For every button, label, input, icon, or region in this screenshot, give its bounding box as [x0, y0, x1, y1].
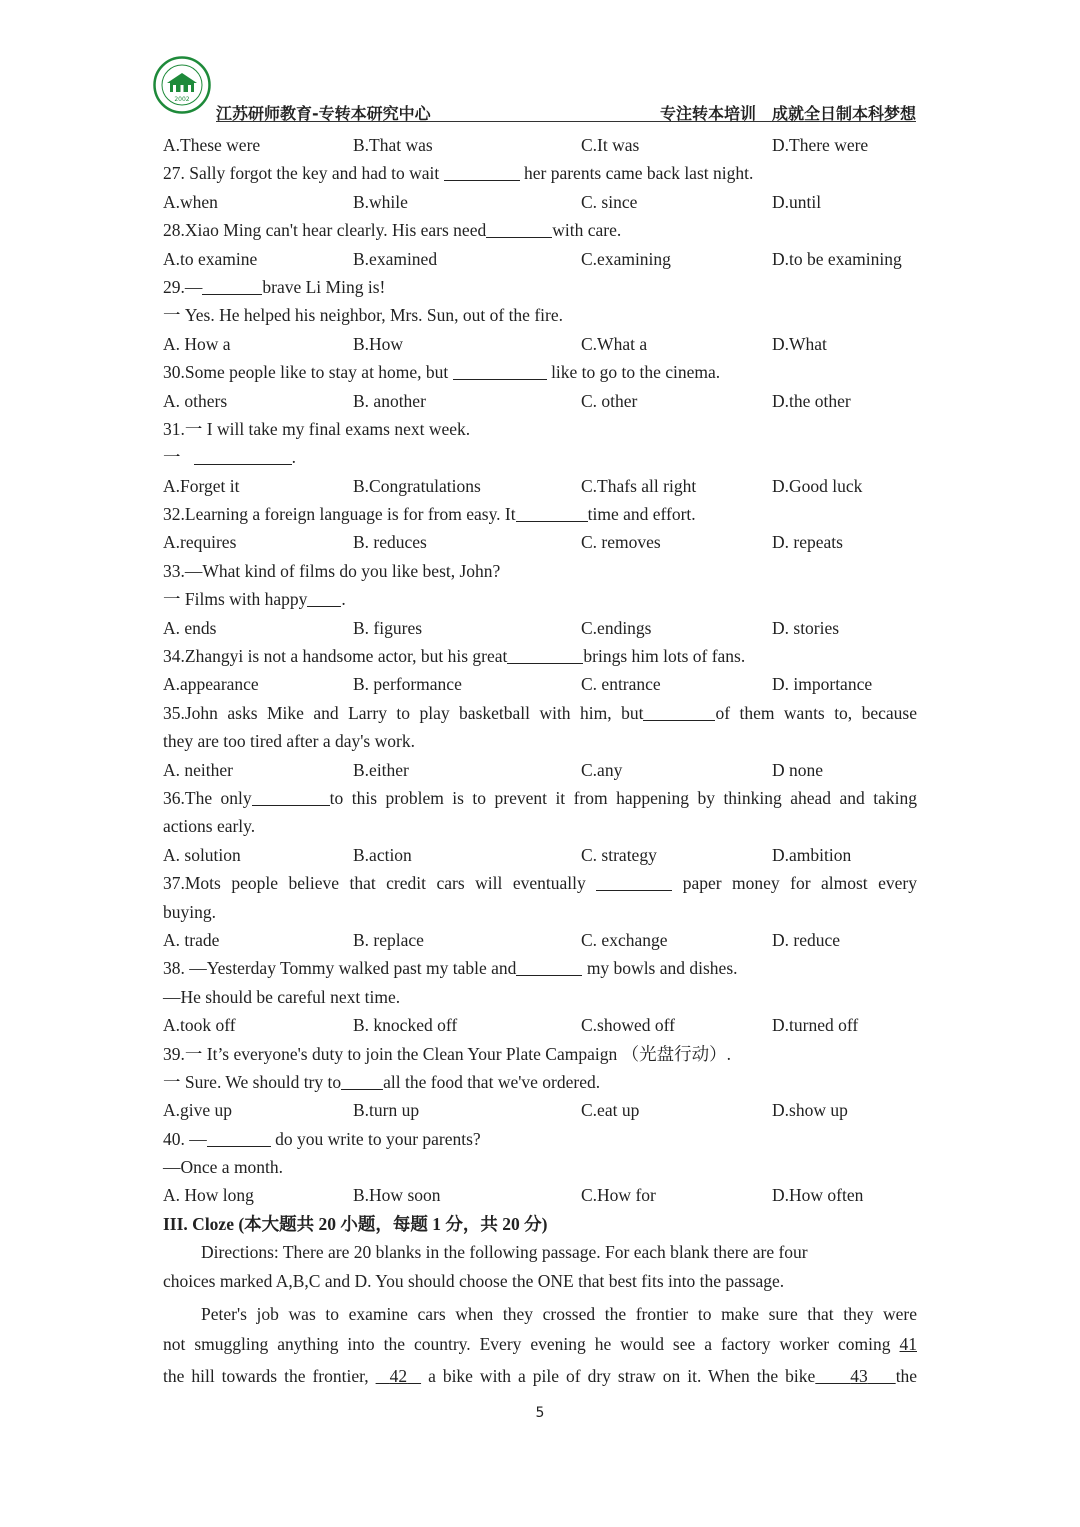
option-a: A. How a — [163, 333, 231, 354]
question-40 — [163, 1125, 917, 1153]
options-row — [163, 131, 917, 159]
question-text: do you write to your parents? — [275, 1128, 481, 1149]
option-c: C. removes — [581, 532, 661, 553]
option-b: B.Congratulations — [353, 475, 481, 496]
question-35 — [163, 699, 917, 727]
option-a: A. solution — [163, 844, 241, 865]
option-d: D.There were — [772, 135, 869, 155]
option-d: D.until — [772, 191, 822, 212]
dialogue-line — [163, 1068, 917, 1096]
option-b: B. another — [353, 390, 426, 411]
answer-blank — [516, 503, 588, 522]
options-row — [163, 841, 917, 869]
option-a: A.to examine — [163, 248, 258, 269]
option-b: B.examined — [353, 248, 438, 269]
header-left-title: 江苏研师教育-专转本研究中心 — [216, 104, 431, 123]
option-b: B.action — [353, 844, 412, 865]
option-b: B.That was — [353, 135, 433, 155]
passage-line: Peter's job was to examine cars when they crossed the frontier to make sure that they were — [201, 1304, 917, 1325]
option-d: D. importance — [772, 674, 873, 695]
cloze-passage — [163, 1295, 917, 1393]
logo-year: 2002 — [174, 96, 190, 103]
dialogue-line: —He should be careful next time. — [163, 986, 401, 1007]
option-a: A.took off — [163, 1015, 236, 1036]
option-b: B.How soon — [353, 1185, 441, 1206]
option-c: C. entrance — [581, 674, 661, 695]
option-c: C.Thafs all right — [581, 475, 697, 496]
passage-text: the hill towards the frontier, — [163, 1366, 369, 1387]
question-continuation: buying. — [163, 901, 216, 922]
question-text: all the food that we've ordered. — [383, 1071, 601, 1092]
options-row — [163, 387, 917, 415]
options-row — [163, 614, 917, 642]
option-b: B. performance — [353, 674, 462, 695]
question-continuation: actions early. — [163, 816, 256, 837]
option-c: C. other — [581, 390, 638, 411]
answer-blank — [453, 361, 547, 380]
question-27 — [163, 159, 917, 187]
question-text: time and effort. — [587, 504, 696, 525]
question-text: 32.Learning a foreign language is for from easy. It — [163, 504, 516, 525]
option-b: B.either — [353, 759, 409, 780]
option-b: B. figures — [353, 617, 423, 638]
question-29 — [163, 273, 917, 301]
option-b: B.How — [353, 333, 404, 354]
option-b: B.turn up — [353, 1100, 420, 1121]
answer-blank — [202, 276, 262, 295]
header-rule — [216, 121, 916, 122]
dialogue-line — [163, 585, 917, 613]
option-c: C.showed off — [581, 1015, 675, 1036]
options-row — [163, 472, 917, 500]
question-text: of them wants to, because — [715, 702, 918, 723]
answer-blank — [207, 1128, 271, 1147]
passage-line — [163, 1328, 917, 1361]
options-row — [163, 756, 917, 784]
institute-logo — [153, 56, 211, 114]
option-a: A. neither — [163, 759, 233, 780]
option-a: A.Forget it — [163, 475, 240, 496]
question-31: 31.一 I will take my final exams next week. — [163, 418, 471, 439]
section-title: III. Cloze (本大题共 20 小题，每题 1 分，共 20 分) — [163, 1213, 548, 1234]
cloze-blank-43 — [815, 1366, 895, 1386]
section-directions: choices marked A,B,C and D. You should choose the ONE that best fits into the passage. — [163, 1270, 785, 1291]
question-text: 29.— — [163, 276, 203, 297]
option-c: C.How for — [581, 1185, 656, 1206]
options-row — [163, 670, 917, 698]
option-d: D.to be examining — [772, 248, 902, 269]
option-d: D. reduce — [772, 929, 841, 950]
option-c: C.any — [581, 759, 623, 780]
question-text: . — [291, 447, 296, 468]
option-c: C.eat up — [581, 1100, 640, 1121]
passage-text: the — [895, 1366, 918, 1387]
question-text: paper money for almost every — [682, 873, 918, 894]
question-30 — [163, 358, 917, 386]
question-37 — [163, 869, 917, 897]
cloze-blank-41: 41 — [899, 1333, 917, 1354]
question-text: 36.The only — [163, 787, 252, 808]
dialogue-line — [163, 443, 917, 471]
question-text: like to go to the cinema. — [551, 362, 721, 383]
question-text: . — [341, 589, 346, 610]
options-row — [163, 330, 917, 358]
option-a: A. How long — [163, 1185, 254, 1206]
options-row — [163, 926, 917, 954]
option-b: B. reduces — [353, 532, 427, 553]
option-c: C. since — [581, 191, 638, 212]
option-a: A.These were — [163, 135, 261, 155]
question-text: 37.Mots people believe that credit cars will eventually — [163, 873, 586, 894]
question-text: with care. — [552, 220, 622, 241]
answer-blank — [307, 588, 341, 607]
options-row — [163, 1011, 917, 1039]
answer-blank — [516, 957, 582, 976]
option-a: A.requires — [163, 532, 237, 553]
question-continuation: they are too tired after a day's work. — [163, 731, 415, 752]
options-row — [163, 245, 917, 273]
option-c: C. strategy — [581, 844, 657, 865]
question-text: 30.Some people like to stay at home, but — [163, 362, 449, 383]
question-34 — [163, 642, 917, 670]
option-d: D.Good luck — [772, 475, 863, 496]
passage-text: a bike with a pile of dry straw on it. When the bike — [428, 1366, 816, 1387]
question-text: 28.Xiao Ming can't hear clearly. His ears need — [163, 220, 487, 241]
dialogue-line: —Once a month. — [163, 1157, 284, 1178]
option-b: B. replace — [353, 929, 424, 950]
blank-number: 43 — [850, 1366, 868, 1387]
question-text: to this problem is to prevent it from happening by thinking ahead and taking — [329, 787, 917, 808]
option-a: A.give up — [163, 1100, 233, 1121]
dialogue-line: 一 Yes. He helped his neighbor, Mrs. Sun, out of the fire. — [163, 305, 563, 326]
answer-blank — [194, 446, 292, 465]
answer-blank — [507, 645, 583, 664]
question-text: 一 Films with happy — [163, 589, 308, 610]
option-d: D none — [772, 759, 824, 780]
question-text: her parents came back last night. — [523, 163, 754, 184]
cloze-blank-42 — [376, 1366, 421, 1386]
option-c: C.endings — [581, 617, 652, 638]
question-32 — [163, 500, 917, 528]
question-38 — [163, 954, 917, 982]
question-text: 一 Sure. We should try to — [163, 1071, 342, 1092]
passage-line — [163, 1360, 917, 1393]
option-a: A.when — [163, 191, 218, 212]
blank-number: 42 — [389, 1366, 408, 1387]
option-d: D.What — [772, 333, 827, 354]
option-c: C.examining — [581, 248, 671, 269]
options-row — [163, 528, 917, 556]
question-text: 35.John asks Mike and Larry to play basketball with him, but — [163, 702, 644, 723]
question-text: 一 — [163, 447, 181, 468]
question-text: 38. —Yesterday Tommy walked past my table and — [163, 958, 517, 979]
option-d: D. stories — [772, 617, 840, 638]
options-row — [163, 1181, 917, 1209]
option-a: A. others — [163, 390, 228, 411]
question-33: 33.—What kind of films do you like best, John? — [163, 560, 501, 581]
option-c: C. exchange — [581, 929, 668, 950]
question-39: 39.一 It’s everyone's duty to join the Clean Your Plate Campaign （光盘行动）. — [163, 1043, 731, 1064]
option-d: D.turned off — [772, 1015, 859, 1036]
answer-blank — [643, 702, 715, 721]
page-number: 5 — [535, 1405, 545, 1421]
question-text: brave Li Ming is! — [262, 276, 386, 297]
option-d: D. repeats — [772, 532, 843, 553]
option-a: A. ends — [163, 617, 217, 638]
answer-blank — [486, 219, 552, 238]
option-c: C.What a — [581, 333, 648, 354]
header-right-slogan: 专注转本培训 成就全日制本科梦想 — [659, 104, 916, 123]
options-row — [163, 188, 917, 216]
option-b: B.while — [353, 191, 408, 212]
question-36 — [163, 784, 917, 812]
option-d: D.show up — [772, 1100, 848, 1121]
option-b: B. knocked off — [353, 1015, 458, 1036]
options-row — [163, 1096, 917, 1124]
question-28 — [163, 216, 917, 244]
answer-blank — [444, 162, 520, 181]
answer-blank — [596, 872, 672, 891]
option-d: D.the other — [772, 390, 851, 411]
question-text: 27. Sally forgot the key and had to wait — [163, 163, 440, 184]
question-list — [163, 131, 917, 1393]
option-a: A.appearance — [163, 674, 259, 695]
answer-blank — [252, 787, 330, 806]
question-text: 34.Zhangyi is not a handsome actor, but his great — [163, 646, 508, 667]
answer-blank — [341, 1071, 383, 1090]
option-a: A. trade — [163, 929, 220, 950]
passage-text: not smuggling anything into the country. Every evening he would see a factory worker coming — [163, 1333, 891, 1354]
option-d: D.How often — [772, 1185, 864, 1206]
option-d: D.ambition — [772, 844, 852, 865]
question-text: brings him lots of fans. — [583, 646, 746, 667]
section-directions: Directions: There are 20 blanks in the following passage. For each blank there are four — [201, 1242, 808, 1263]
question-text: 40. — — [163, 1128, 207, 1149]
question-text: my bowls and dishes. — [586, 958, 738, 979]
option-c: C.It was — [581, 135, 640, 155]
